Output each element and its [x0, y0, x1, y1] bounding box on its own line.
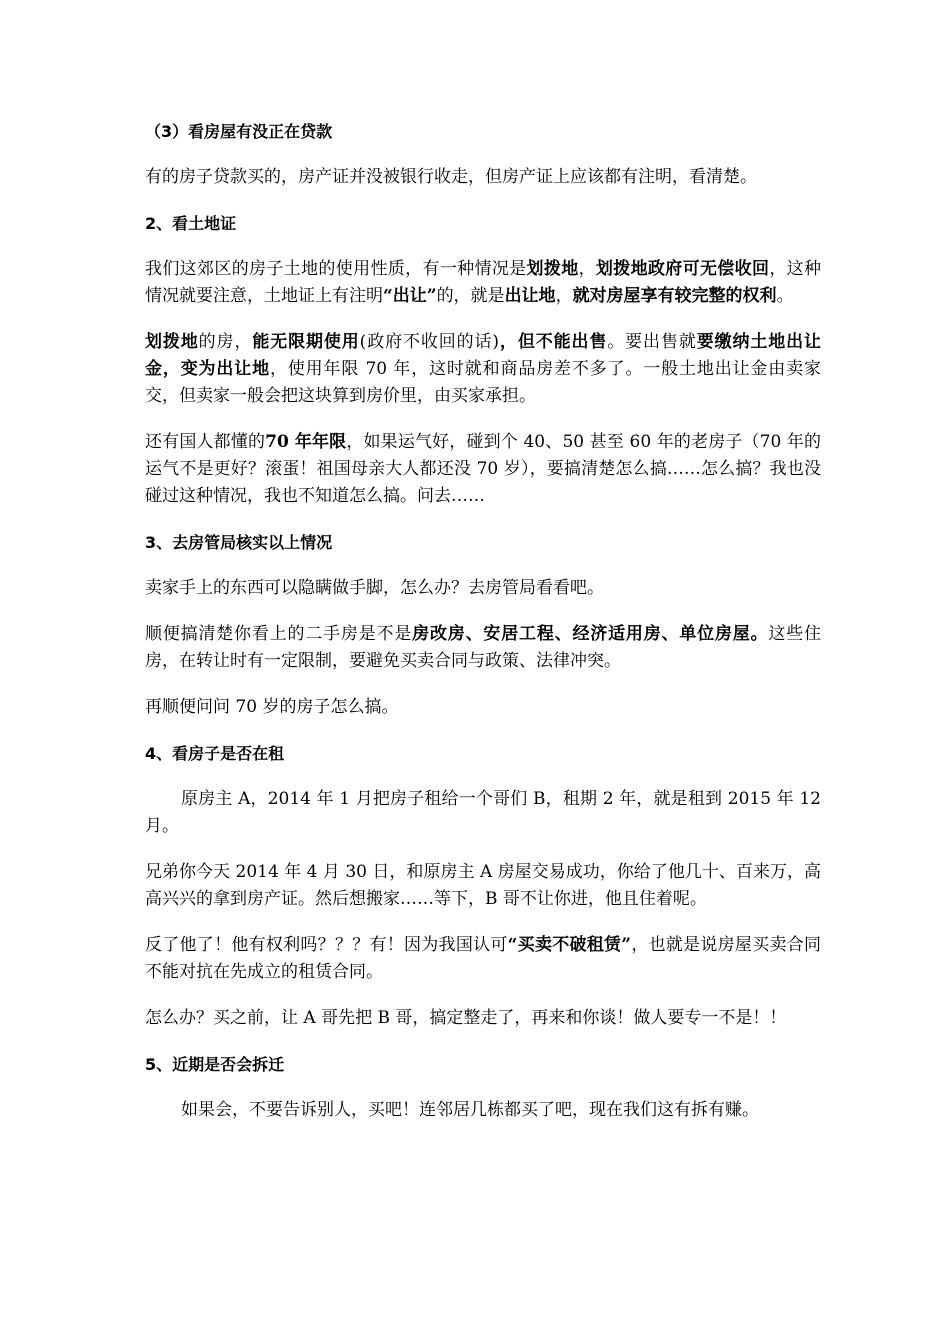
paragraph-verify: 卖家手上的东西可以隐瞒做手脚，怎么办？去房管局看看吧。	[145, 578, 604, 598]
text-run: ，也就是说房屋买卖合同不能对抗在先成立的租赁合同。	[145, 935, 822, 982]
text-run: ，使用年限 70 年，这时就和商品房差不多了。一般土地出让金由卖家交，但卖家一般会把这块算到房价里，由买家承担。	[145, 359, 821, 406]
bold-text-run: 70 年年限	[265, 432, 347, 452]
bold-text-run: “出让”	[383, 286, 437, 306]
bold-text-run: 就对房屋享有较完整的权利	[572, 286, 777, 306]
paragraph-land-use	[145, 256, 821, 310]
bold-text-run: 划拨地	[526, 259, 579, 279]
paragraph-housing-type	[145, 621, 821, 675]
section-heading-demolition: 5、近期是否会拆迁	[145, 1055, 285, 1074]
section-heading-housing-bureau: 3、去房管局核实以上情况	[145, 533, 333, 552]
paragraph-rent-solution: 怎么办？买之前，让 A 哥先把 B 哥，搞定整走了，再来和你谈！做人要专一不是！！	[145, 1008, 787, 1028]
bold-text-run: 要缴纳土地出让金，变为出让地	[145, 332, 822, 379]
text-run: ，	[555, 286, 573, 306]
bold-text-run: 划拨地政府可无偿收回	[595, 259, 770, 279]
bold-text-run: ，但不能出售	[499, 332, 608, 352]
bold-text-run: 出让地	[504, 286, 556, 306]
text-run: 我们这郊区的房子土地的使用性质，有一种情况是	[145, 259, 527, 279]
text-run: ，如果运气好，碰到个 40、50 甚至 60 年的老房子（70 年的运气不是更好？滚蛋！祖国母亲大人都还没 70 岁），要搞清楚怎么搞……怎么搞？我也没碰过这种情况，我也不知道怎么搞。问去……	[145, 432, 822, 506]
paragraph-allocated-land	[145, 329, 821, 410]
text-run: 顺便搞清楚你看上的二手房是不是	[145, 624, 413, 644]
paragraph-rent-law	[145, 932, 821, 986]
paragraph-rent-example: 原房主 A，2014 年 1 月把房子租给一个哥们 B，租期 2 年，就是租到 2015 年 12 月。	[145, 789, 821, 836]
paragraph-rent-scenario: 兄弟你今天 2014 年 4 月 30 日，和原房主 A 房屋交易成功，你给了他几十、百来万，高高兴兴的拿到房产证。然后想搬家……等下，B 哥不让你进，他且住着呢。	[145, 862, 821, 909]
text-run: (政府不收回的话)	[359, 332, 500, 352]
text-run: 。要出售就	[607, 332, 697, 352]
text-run: 。	[776, 286, 794, 306]
paragraph-70-year-term	[145, 429, 821, 510]
text-run: 反了他了！他有权利吗？？？有！因为我国认可	[145, 935, 508, 955]
text-run: 的房，	[198, 332, 253, 352]
text-run: ，	[578, 259, 596, 279]
paragraph-loan: 有的房子贷款买的，房产证并没被银行收走，但房产证上应该都有注明，看清楚。	[145, 167, 757, 187]
text-run: 这些住房，在转让时有一定限制，要避免买卖合同与政策、法律冲突。	[145, 624, 822, 671]
section-heading-land-cert: 2、看土地证	[145, 214, 237, 233]
text-run: 还有国人都懂的	[145, 432, 266, 452]
paragraph-demolition: 如果会，不要告诉别人，买吧！连邻居几栋都买了吧，现在我们这有拆有赚。	[181, 1100, 759, 1120]
bold-text-run: 房改房、安居工程、经济适用房、单位房屋。	[412, 624, 769, 644]
document-page	[145, 118, 821, 1143]
bold-text-run: 能无限期使用	[252, 332, 360, 352]
bold-text-run: “买卖不破租赁”	[507, 935, 632, 955]
paragraph-ask-70: 再顺便问问 70 岁的房子怎么搞。	[145, 697, 399, 717]
section-heading-rented: 4、看房子是否在租	[145, 744, 285, 763]
text-run: 的，就是	[436, 286, 505, 306]
text-run: ，这种情况就要注意，土地证上有注明	[145, 259, 822, 306]
section-heading-loan: （3）看房屋有没正在贷款	[145, 122, 333, 141]
bold-text-run: 划拨地	[145, 332, 199, 352]
